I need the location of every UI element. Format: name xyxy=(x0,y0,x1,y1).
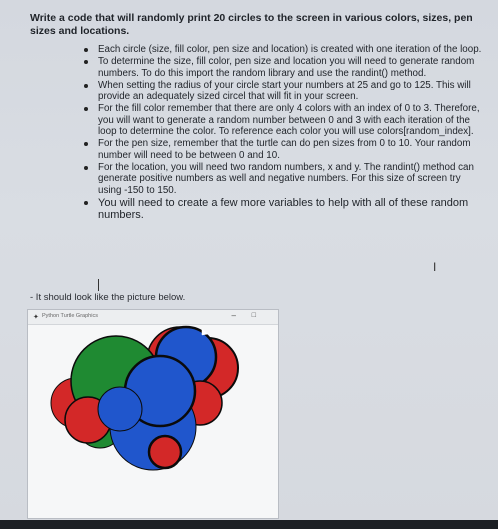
list-item: For the location, you will need two random numbers, x and y. The randint() method can generate positive numbers as well and negative numbers. For this size of screen try using -150 to 150. xyxy=(84,162,484,196)
minimize-button[interactable]: – xyxy=(231,311,236,320)
circle-red-small xyxy=(149,436,181,468)
list-item: You will need to create a few more variables to help with all of these random numbers. xyxy=(84,197,484,222)
python-turtle-icon: ✦ xyxy=(33,314,39,321)
bottom-edge xyxy=(0,520,498,529)
turtle-graphics-window xyxy=(27,309,279,519)
list-item: For the pen size, remember that the turtle can do pen sizes from 0 to 10. Your random number will need to be between 0 and 10. xyxy=(84,138,484,161)
text-caret xyxy=(98,279,99,291)
assignment-intro: Write a code that will randomly print 20 circles to the screen in various colors, sizes, pen sizes and locations. xyxy=(30,12,473,37)
ibeam-cursor-icon: I xyxy=(433,260,437,274)
list-item: When setting the radius of your circle start your numbers at 25 and go to 125. This will provide an adequately sized circel that will fit in your screen. xyxy=(84,80,484,103)
maximize-button[interactable]: □ xyxy=(251,312,256,319)
window-title: Python Turtle Graphics xyxy=(42,313,98,319)
circle-blue-small xyxy=(98,387,142,431)
list-item: Each circle (size, fill color, pen size and location) is created with one iteration of the loop. xyxy=(84,44,484,55)
instruction-list xyxy=(84,44,484,223)
picture-note: - It should look like the picture below. xyxy=(30,292,186,303)
list-item: For the fill color remember that there are only 4 colors with an index of 0 to 3. Therefore, you will want to generate a random number between 0 and 3 with each iteration of the loop to determine the color. To reference each color you will use colors[random_index]. xyxy=(84,103,484,137)
turtle-canvas xyxy=(28,325,278,518)
list-item: To determine the size, fill color, pen size and location you will need to generate random numbers. To do this import the random library and use the randint() method. xyxy=(84,56,484,79)
turtle-arrow-icon xyxy=(202,329,208,335)
window-titlebar[interactable] xyxy=(28,310,278,325)
